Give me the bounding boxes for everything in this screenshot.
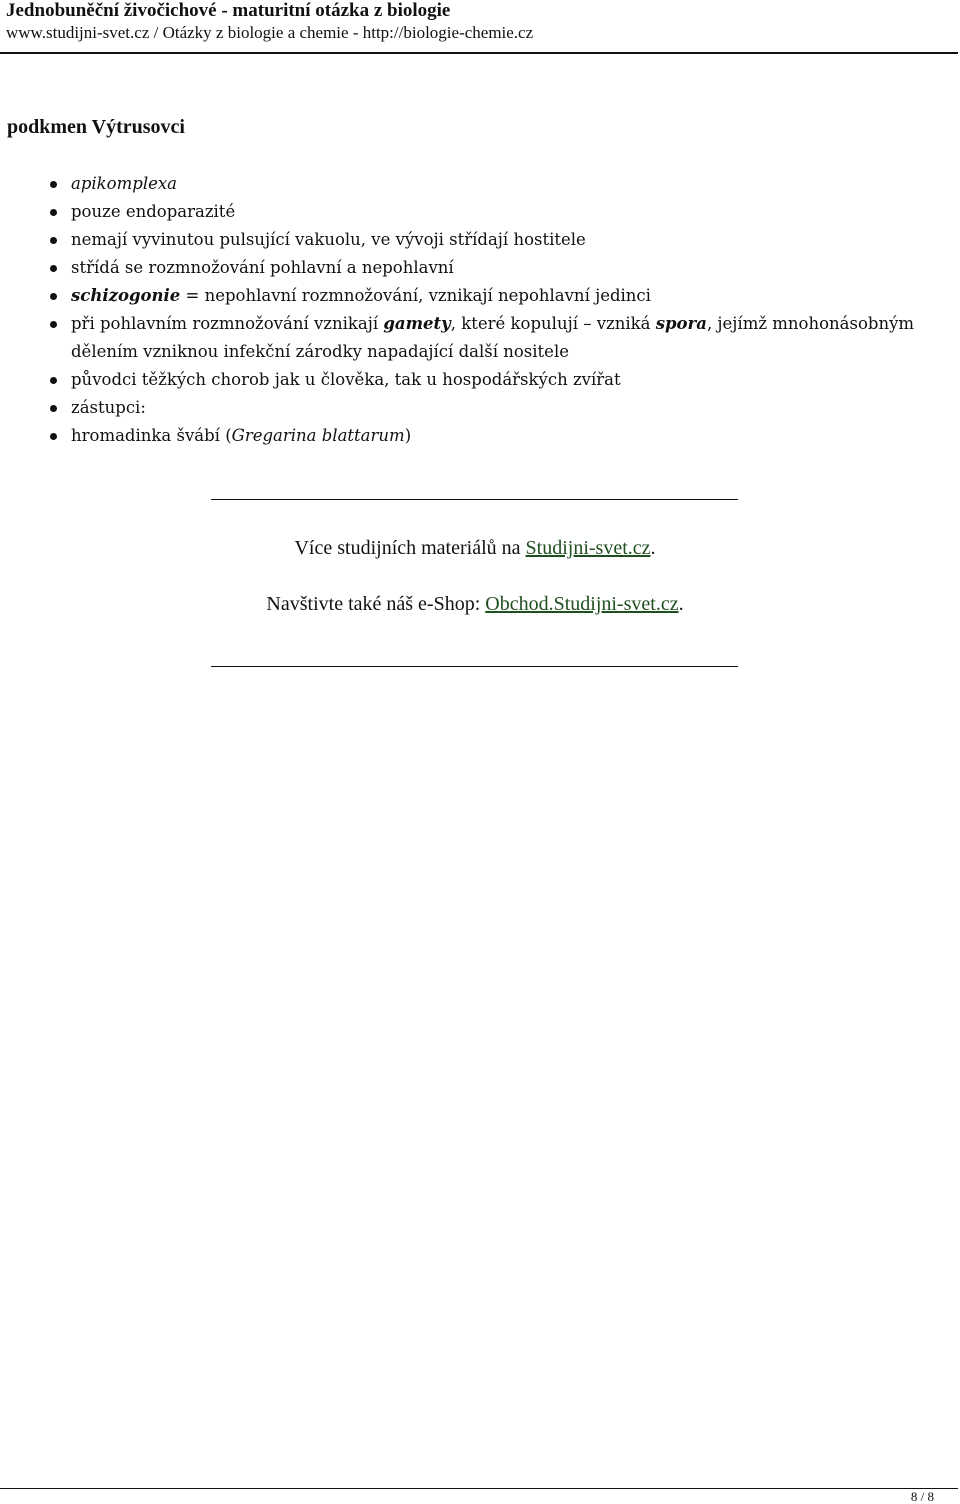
page-number: 8 / 8 bbox=[910, 1489, 934, 1504]
list-item-text: zástupci: bbox=[71, 398, 146, 417]
bullet-icon bbox=[50, 321, 57, 328]
bullet-icon bbox=[50, 237, 57, 244]
list-item-text: střídá se rozmnožování pohlavní a nepohlavní bbox=[71, 258, 454, 277]
list-item-text: původci těžkých chorob jak u člověka, tak u hospodářských zvířat bbox=[71, 370, 621, 389]
document-title: Jednobuněční živočichové - maturitní otázka z biologie bbox=[6, 0, 451, 21]
studijni-svet-link[interactable]: Studijni-svet.cz bbox=[525, 537, 651, 559]
document-subtitle: www.studijni-svet.cz / Otázky z biologie a chemie - http://biologie-chemie.cz bbox=[6, 23, 534, 42]
section-heading: podkmen Výtrusovci bbox=[7, 116, 185, 138]
list-item bbox=[50, 226, 930, 254]
list-item-text: pouze endoparazité bbox=[71, 202, 236, 221]
bullet-icon bbox=[50, 209, 57, 216]
promo-top-divider bbox=[211, 499, 738, 500]
list-item bbox=[50, 254, 930, 282]
list-item-text: , jejímž mnohonásobným dělením vzniknou infekční zárodky napadající další nositele bbox=[71, 314, 915, 361]
promo-text: Navštivte také náš e-Shop: bbox=[266, 593, 486, 615]
list-item-text: nemají vyvinutou pulsující vakuolu, ve vývoji střídají hostitele bbox=[71, 230, 586, 249]
term-gamety: gamety bbox=[383, 314, 451, 333]
list-item bbox=[50, 366, 930, 394]
term-schizogonie: schizogonie bbox=[71, 286, 181, 305]
list-item-text: ) bbox=[404, 426, 412, 445]
list-item bbox=[50, 198, 930, 226]
list-item bbox=[50, 310, 930, 366]
promo-line-materials bbox=[0, 535, 950, 561]
list-item-text: apikomplexa bbox=[71, 174, 178, 193]
latin-name: Gregarina blattarum bbox=[231, 426, 405, 445]
bullet-list bbox=[50, 170, 930, 450]
promo-bottom-divider bbox=[211, 666, 738, 667]
list-item bbox=[50, 422, 930, 450]
term-spora: spora bbox=[655, 314, 707, 333]
footer-divider bbox=[0, 1488, 958, 1489]
header-divider bbox=[0, 52, 958, 54]
list-item-text: , které kopulují – vzniká bbox=[450, 314, 656, 333]
promo-line-eshop bbox=[0, 591, 950, 617]
list-item-text: při pohlavním rozmnožování vznikají bbox=[71, 314, 384, 333]
bullet-icon bbox=[50, 181, 57, 188]
list-item bbox=[50, 394, 930, 422]
list-item bbox=[50, 170, 930, 198]
list-item bbox=[50, 282, 930, 310]
document-header bbox=[6, 0, 956, 44]
promo-period: . bbox=[650, 537, 656, 559]
bullet-icon bbox=[50, 433, 57, 440]
list-item-text: hromadinka švábí ( bbox=[71, 426, 232, 445]
bullet-icon bbox=[50, 405, 57, 412]
list-item-text: = nepohlavní rozmnožování, vznikají nepohlavní jedinci bbox=[180, 286, 651, 305]
bullet-icon bbox=[50, 293, 57, 300]
promo-text: Více studijních materiálů na bbox=[294, 537, 526, 559]
promo-period: . bbox=[678, 593, 684, 615]
bullet-icon bbox=[50, 377, 57, 384]
eshop-link[interactable]: Obchod.Studijni-svet.cz bbox=[485, 593, 679, 615]
bullet-icon bbox=[50, 265, 57, 272]
